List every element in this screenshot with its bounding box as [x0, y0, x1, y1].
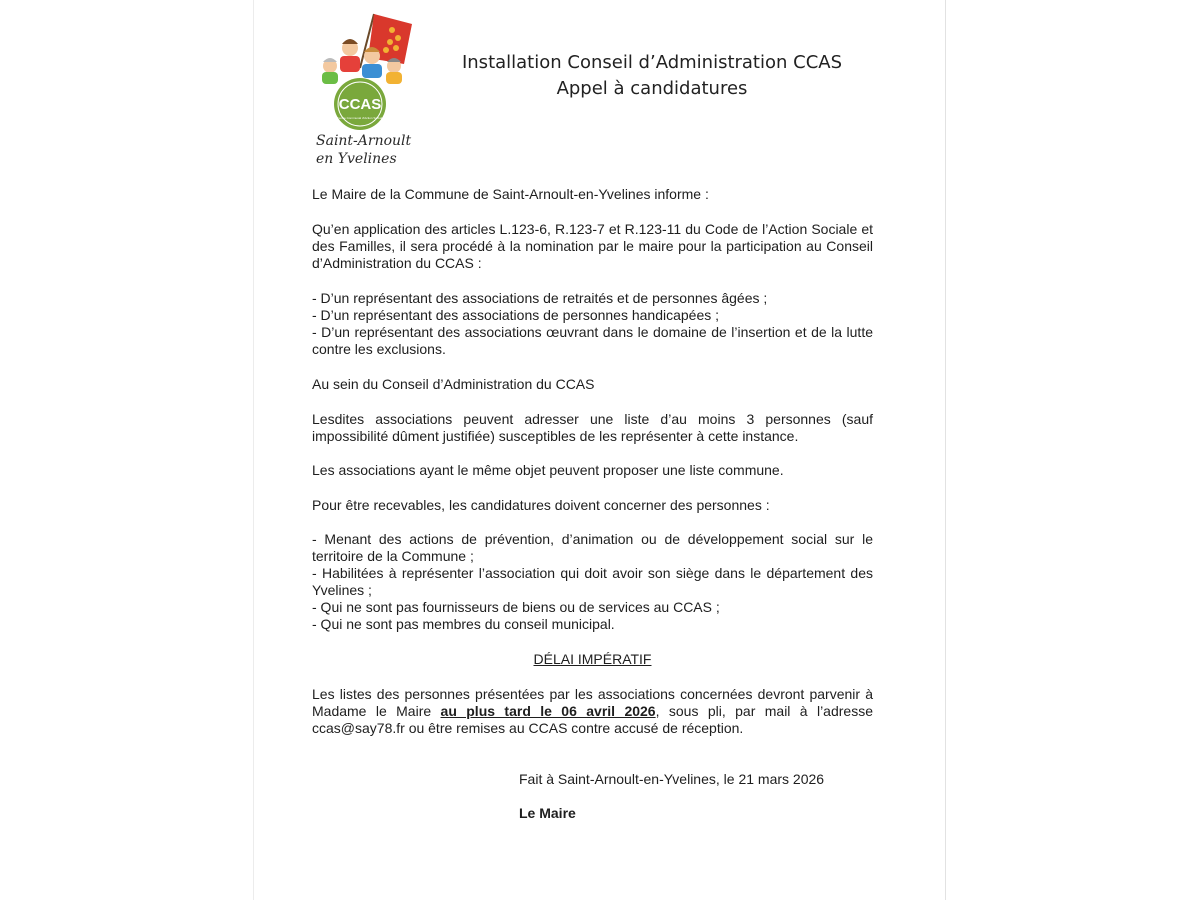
application-text: Qu’en application des articles L.123-6, R.123-7 et R.123-11 du Code de l’Action Sociale et des Familles, il sera procédé à la nomination par le maire pour la participation au Conseil d’Administration du CCAS : — [312, 221, 873, 271]
application-paragraph — [312, 221, 873, 272]
town-name: Saint-Arnoult en Yvelines — [316, 133, 412, 167]
delai-text-before: Les listes des personnes présentées par les associations concernées devront parvenir à Madame le Maire — [312, 686, 873, 719]
list-item: - D’un représentant des associations de personnes handicapées ; — [312, 307, 720, 323]
title-line-1: Installation Conseil d’Administration CCAS — [461, 52, 843, 73]
list-item: - Qui ne sont pas membres du conseil municipal. — [312, 616, 615, 632]
delai-paragraph — [312, 686, 873, 737]
ccas-badge — [334, 78, 386, 130]
recevables-text: Pour être recevables, les candidatures doivent concerner des personnes : — [312, 497, 770, 513]
liste-commune-text: Les associations ayant le même objet peuvent proposer une liste commune. — [312, 462, 784, 478]
delai-text-after: , sous pli, par mail à l’adresse ccas@say78.fr ou être remises au CCAS contre accusé de réception. — [312, 703, 873, 736]
intro-text: Le Maire de la Commune de Saint-Arnoult-en-Yvelines informe : — [312, 186, 709, 202]
au-sein-text: Au sein du Conseil d’Administration du CCAS — [312, 376, 595, 392]
list-item: - Habilitées à représenter l’association qui doit avoir son siège dans le département des Yvelines ; — [312, 565, 873, 598]
signer-title: Le Maire — [519, 805, 576, 821]
list-item: - D’un représentant des associations de retraités et de personnes âgées ; — [312, 290, 768, 306]
page-title — [440, 50, 864, 102]
list-item: - D’un représentant des associations œuvrant dans le domaine de l’insertion et de la lutte contre les exclusions. — [312, 324, 873, 357]
badge-text: CCAS — [338, 96, 382, 113]
title-line-2: Appel à candidatures — [556, 78, 748, 99]
liste-paragraph — [312, 411, 873, 445]
liste-text: Lesdites associations peuvent adresser une liste d’au moins 3 personnes (sauf impossibilité dûment justifiée) susceptibles de les représenter à cette instance. — [312, 411, 873, 444]
liste-commune-paragraph — [312, 462, 873, 479]
recevables-paragraph — [312, 497, 873, 514]
au-sein-paragraph — [312, 376, 873, 393]
deadline-date: au plus tard le 06 avril 2026 — [440, 703, 656, 719]
nominations-list — [312, 290, 873, 358]
delai-heading: DÉLAI IMPÉRATIF — [533, 651, 652, 667]
criteria-list — [312, 531, 873, 633]
delai-text — [312, 686, 873, 737]
intro-paragraph — [312, 186, 873, 203]
badge-subtext: Centre Communal d'Action Sociale — [336, 116, 384, 120]
fait-a-line: Fait à Saint-Arnoult-en-Yvelines, le 21 mars 2026 — [519, 771, 825, 787]
list-item: - Menant des actions de prévention, d’animation ou de développement social sur le territoire de la Commune ; — [312, 531, 873, 564]
list-item: - Qui ne sont pas fournisseurs de biens ou de services au CCAS ; — [312, 599, 720, 615]
